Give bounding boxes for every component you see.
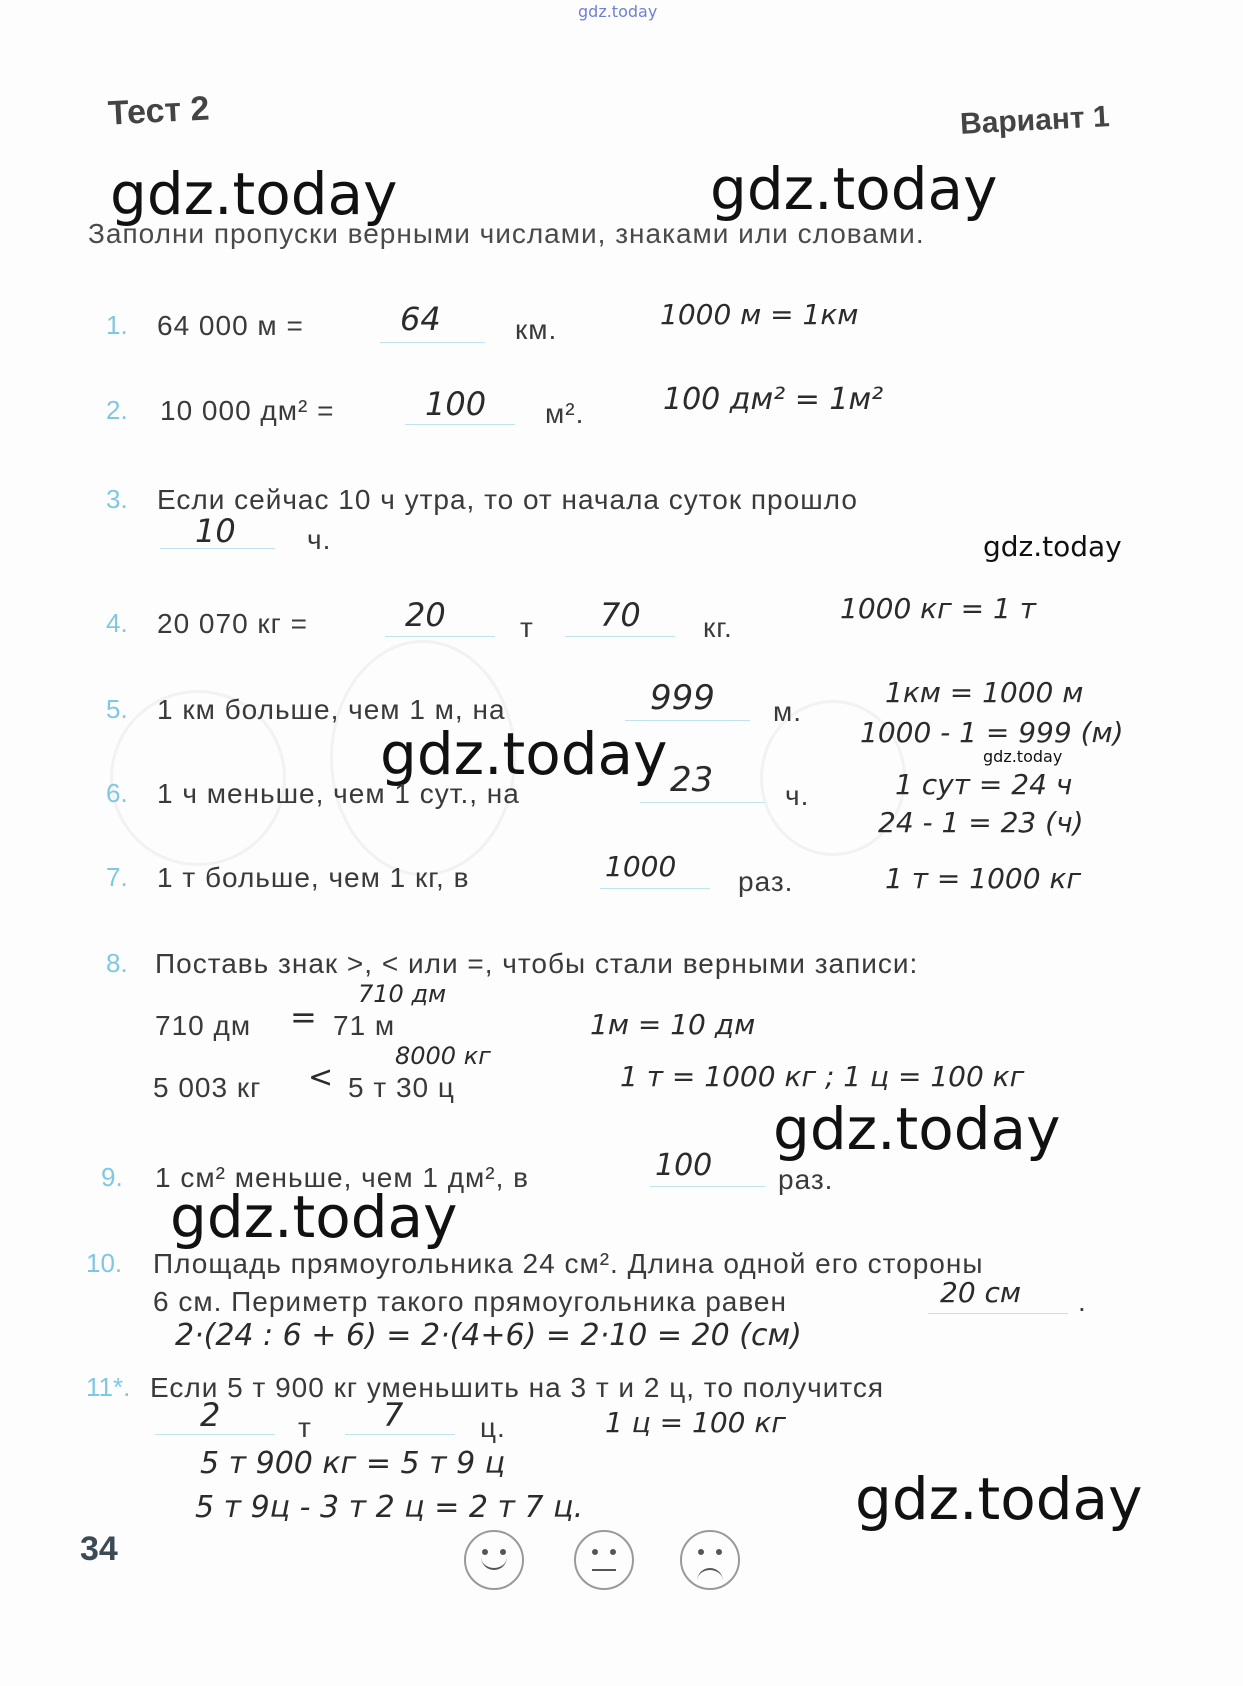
- answer: 64: [400, 300, 441, 338]
- task-text: Поставь знак >, < или =, чтобы стали верными записи:: [155, 948, 919, 979]
- task-text: Если сейчас 10 ч утра, то от начала суток прошло: [157, 484, 858, 515]
- answer: 1000: [605, 850, 677, 883]
- watermark: gdz.today: [855, 1465, 1143, 1533]
- task-number: 10.: [86, 1248, 123, 1278]
- test-title: Тест 2: [107, 89, 211, 133]
- task-text: Площадь прямоугольника 24 см². Длина одной его стороны: [153, 1248, 984, 1279]
- answer-blank: [385, 636, 495, 637]
- task-text: 20 070 кг =: [157, 608, 309, 639]
- handwritten-note: 1 т = 1000 кг ; 1 ц = 100 кг: [620, 1060, 1025, 1093]
- comparison-sign: <: [308, 1060, 334, 1095]
- answer-blank: [600, 888, 710, 889]
- task-unit: м.: [773, 696, 803, 727]
- handwritten-note: 1 ц = 100 кг: [605, 1406, 787, 1439]
- smile-face-icon: [464, 1530, 524, 1590]
- answer: 2: [200, 1396, 221, 1434]
- comparison-right: 5 т 30 ц: [348, 1072, 455, 1103]
- answer: 100: [425, 385, 487, 423]
- task-unit: т: [520, 612, 534, 643]
- task-text: Если 5 т 900 кг уменьшить на 3 т и 2 ц, то получится: [150, 1372, 885, 1403]
- answer: 10: [195, 512, 236, 550]
- handwritten-note: 1м = 10 дм: [590, 1008, 756, 1041]
- task-text: 1 км больше, чем 1 м, на: [157, 694, 506, 725]
- handwritten-work: 2·(24 : 6 + 6) = 2·(4+6) = 2·10 = 20 (см): [175, 1318, 802, 1353]
- answer-blank: [345, 1434, 455, 1435]
- answer-blank: [625, 720, 750, 721]
- task-unit: раз.: [778, 1164, 834, 1195]
- task-text: 10 000 дм² =: [160, 395, 335, 426]
- answer: 999: [650, 678, 715, 718]
- answer-blank: [928, 1313, 1068, 1314]
- watermark: gdz.today: [110, 160, 398, 228]
- watermark: gdz.today: [983, 747, 1063, 766]
- handwritten-note: 24 - 1 = 23 (ч): [878, 806, 1084, 839]
- handwritten-note: 710 дм: [358, 980, 447, 1008]
- top-watermark: gdz.today: [578, 2, 658, 21]
- comparison-left: 710 дм: [155, 1010, 252, 1041]
- watermark: gdz.today: [773, 1095, 1061, 1163]
- answer-blank: [565, 636, 675, 637]
- watermark: gdz.today: [983, 530, 1122, 563]
- answer-blank: [155, 1434, 275, 1435]
- handwritten-note: 1 т = 1000 кг: [885, 862, 1082, 895]
- watermark: gdz.today: [710, 155, 998, 223]
- watermark: gdz.today: [380, 720, 668, 788]
- task-number: 6.: [106, 778, 128, 808]
- task-unit: ц.: [480, 1412, 506, 1443]
- task-text: 1 см² меньше, чем 1 дм², в: [155, 1162, 530, 1193]
- task-punct: .: [1078, 1286, 1087, 1317]
- answer: 20: [405, 596, 446, 634]
- task-text: 1 т больше, чем 1 кг, в: [157, 862, 470, 893]
- task-text: 6 см. Периметр такого прямоугольника равен: [153, 1286, 787, 1317]
- task-number: 1.: [106, 310, 128, 340]
- answer: 100: [655, 1148, 713, 1183]
- comparison-sign: =: [290, 998, 317, 1036]
- variant-label: Вариант 1: [959, 100, 1111, 141]
- task-unit: ч.: [307, 524, 332, 555]
- comparison-left: 5 003 кг: [153, 1072, 262, 1103]
- handwritten-note: 1000 - 1 = 999 (м): [860, 716, 1124, 749]
- watermark: gdz.today: [170, 1183, 458, 1251]
- handwritten-note: 8000 кг: [395, 1042, 491, 1070]
- task-unit: т: [298, 1412, 312, 1443]
- sad-face-icon: [680, 1530, 740, 1590]
- handwritten-note: 1 сут = 24 ч: [895, 768, 1073, 801]
- task-unit: км.: [515, 314, 558, 345]
- answer-blank: [405, 424, 515, 425]
- handwritten-work: 5 т 9ц - 3 т 2 ц = 2 т 7 ц.: [195, 1490, 584, 1525]
- task-number: 9.: [101, 1162, 123, 1192]
- instruction: Заполни пропуски верными числами, знаками или словами.: [88, 218, 925, 249]
- task-number: 11*.: [86, 1372, 131, 1402]
- task-text: 64 000 м =: [157, 310, 304, 341]
- answer-blank: [640, 802, 765, 803]
- task-unit: раз.: [738, 866, 794, 897]
- task-number: 8.: [106, 948, 128, 978]
- task-unit: ч.: [785, 780, 810, 811]
- handwritten-work: 5 т 900 кг = 5 т 9 ц: [200, 1446, 506, 1481]
- task-number: 5.: [106, 694, 128, 724]
- task-number: 7.: [106, 862, 128, 892]
- answer: 7: [383, 1396, 404, 1434]
- answer: 23: [670, 760, 714, 800]
- handwritten-note: 1000 м = 1км: [660, 298, 859, 331]
- handwritten-note: 1000 кг = 1 т: [840, 592, 1037, 625]
- answer-blank: [650, 1186, 765, 1187]
- handwritten-note: 1км = 1000 м: [885, 676, 1084, 709]
- comparison-right: 71 м: [333, 1010, 396, 1041]
- neutral-face-icon: [574, 1530, 634, 1590]
- task-number: 2.: [106, 395, 128, 425]
- task-unit: кг.: [703, 612, 733, 643]
- task-number: 4.: [106, 608, 128, 638]
- answer: 20 см: [940, 1276, 1022, 1309]
- handwritten-note: 100 дм² = 1м²: [663, 382, 884, 417]
- task-number: 3.: [106, 484, 128, 514]
- answer: 70: [600, 596, 641, 634]
- task-unit: м².: [545, 398, 585, 429]
- task-text: 1 ч меньше, чем 1 сут., на: [157, 778, 520, 809]
- page-number: 34: [80, 1530, 118, 1568]
- answer-blank: [380, 342, 485, 343]
